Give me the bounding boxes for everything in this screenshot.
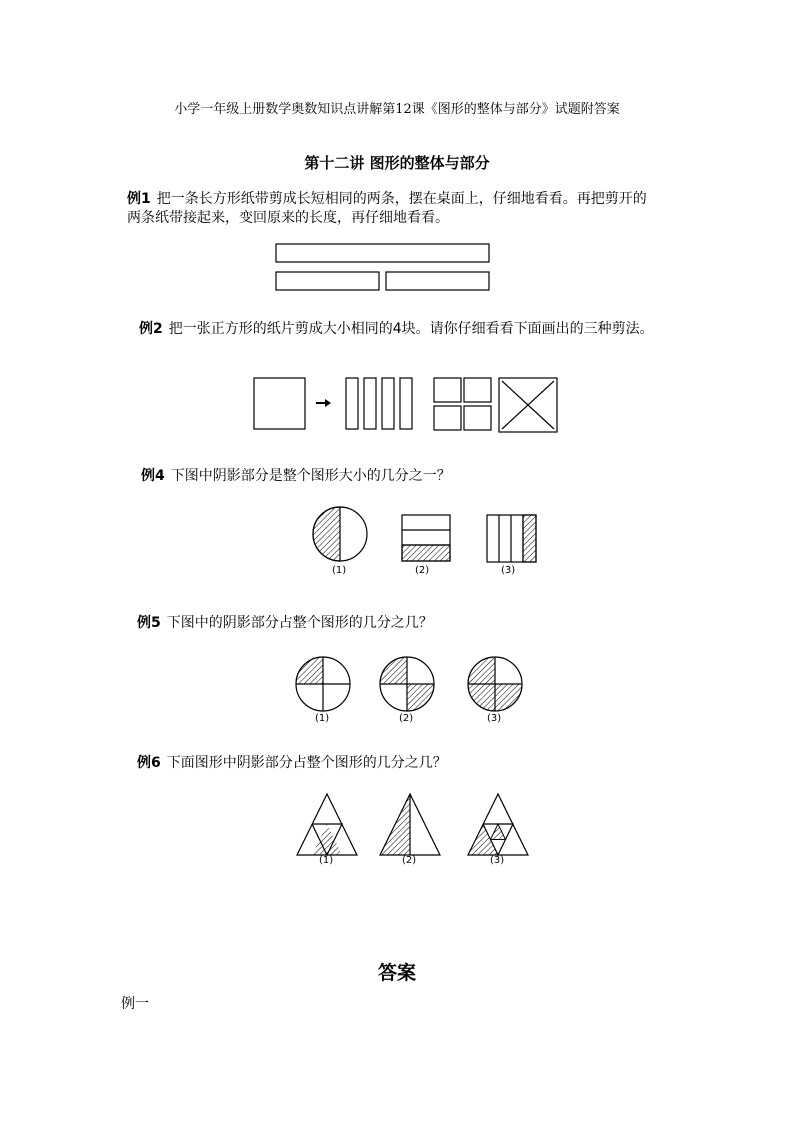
answer-example-1: 例一 [121,996,149,1012]
example-4-label: 例4 [141,468,165,484]
cut-triangles [499,378,557,432]
cut-small-squares [434,378,491,430]
cut-strip-left [276,272,379,290]
thirds-rect-figure [402,515,450,576]
example-2 [139,320,664,339]
triangle-fig-1 [297,794,357,866]
lesson-title: 第十二讲 图形的整体与部分 [304,154,490,172]
example-5 [137,614,433,633]
fig6-label-3: (3) [490,855,505,866]
shaded-fraction-figure-4 [308,506,548,578]
whole-strip [276,244,489,262]
example-6-label: 例6 [137,755,161,771]
cut-strips [346,378,412,429]
example-6 [137,754,447,773]
answer-title: 答案 [377,962,416,984]
example-6-text: 下面图形中阴影部分占整个图形的几分之几？ [166,755,447,771]
arrow-icon [316,399,331,407]
half-circle-figure [313,507,367,576]
example-5-label: 例5 [137,615,161,631]
triangle-fig-2 [380,794,440,866]
fig6-label-2: (2) [402,855,417,866]
quarters-rect-figure [487,515,536,576]
example-4 [141,467,451,486]
fig5-label-2: (2) [399,713,414,724]
fig6-label-1: (1) [319,855,334,866]
fig5-label-1: (1) [315,713,330,724]
square [254,378,305,429]
triangle-fig-3 [468,794,528,866]
example-1 [127,190,647,228]
circle-three-quarters [468,657,522,724]
cut-strip-right [386,272,489,290]
circle-two-quarters [380,657,434,724]
fig4-label-1: (1) [332,565,347,576]
fig4-label-2: (2) [415,565,430,576]
example-2-text: 把一张正方形的纸片剪成大小相同的4块。请你仔细看看下面画出的三种剪法。 [168,321,654,337]
shaded-fraction-figure-5 [293,655,528,727]
example-1-label: 例1 [127,191,151,207]
paper-strips-figure [275,243,491,293]
example-2-label: 例2 [139,321,163,337]
example-4-text: 下图中阴影部分是整个图形大小的几分之一？ [170,468,451,484]
example-1-text: 把一条长方形纸带剪成长短相同的两条，摆在桌面上，仔细地看看。再把剪开的两条纸带接起来，变回原来的长度，再仔细地看看。 [127,191,647,226]
fig5-label-3: (3) [487,713,502,724]
circle-one-quarter [296,657,350,724]
square-cuts-figure [253,375,563,435]
example-5-text: 下图中的阴影部分占整个图形的几分之几？ [166,615,433,631]
document-title: 小学一年级上册数学奥数知识点讲解第12课《图形的整体与部分》试题附答案 [174,102,620,117]
fig4-label-3: (3) [501,565,516,576]
shaded-fraction-figure-6 [296,793,531,865]
